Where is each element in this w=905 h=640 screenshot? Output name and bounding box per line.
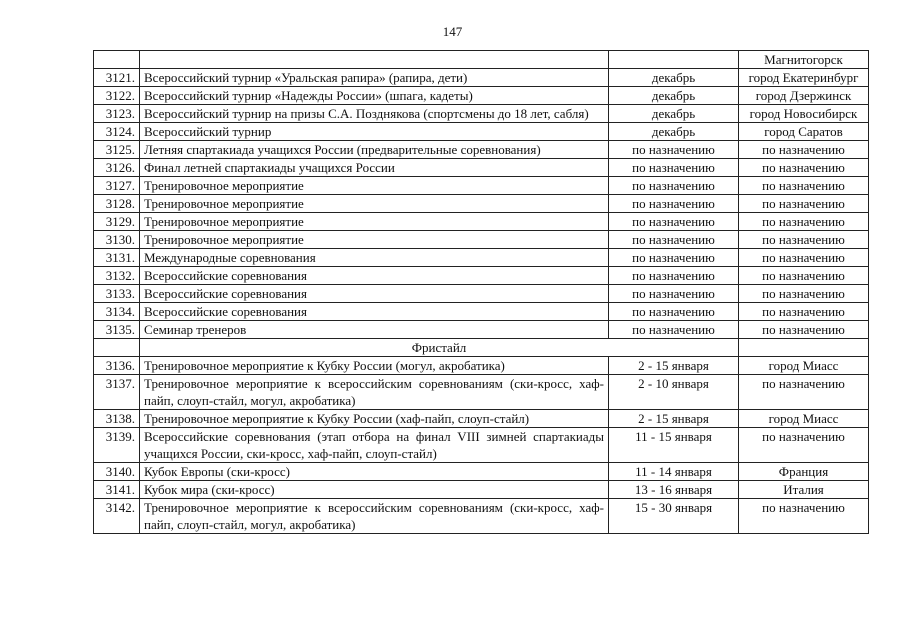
cell-date: 11 - 15 января (609, 428, 739, 463)
cell-number: 3138. (94, 410, 140, 428)
cell-date: по назначению (609, 177, 739, 195)
cell-number: 3121. (94, 69, 140, 87)
table-row (94, 195, 869, 213)
cell-place: по назначению (739, 159, 869, 177)
cell-place: город Дзержинск (739, 87, 869, 105)
cell-place: по назначению (739, 499, 869, 534)
cell-number: 3132. (94, 267, 140, 285)
cell-number: 3137. (94, 375, 140, 410)
cell-number: 3131. (94, 249, 140, 267)
cell-place: по назначению (739, 141, 869, 159)
cell-number: 3128. (94, 195, 140, 213)
cell-event: Всероссийский турнир «Надежды России» (шпага, кадеты) (140, 87, 609, 105)
cell-event: Всероссийские соревнования (140, 285, 609, 303)
table-row (94, 177, 869, 195)
cell-date: по назначению (609, 213, 739, 231)
table-row (94, 231, 869, 249)
cell-date: 2 - 15 января (609, 357, 739, 375)
cell-event: Кубок Европы (ски-кросс) (140, 463, 609, 481)
table-row (94, 463, 869, 481)
cell-number: 3127. (94, 177, 140, 195)
table-row (94, 321, 869, 339)
cell-event: Кубок мира (ски-кросс) (140, 481, 609, 499)
cell-place: город Миасс (739, 410, 869, 428)
schedule-body (94, 51, 869, 534)
table-row (94, 249, 869, 267)
cell-event: Летняя спартакиада учащихся России (предварительные соревнования) (140, 141, 609, 159)
cell-place: город Екатеринбург (739, 69, 869, 87)
cell-number: 3139. (94, 428, 140, 463)
cell-place: город Миасс (739, 357, 869, 375)
cell-place: по назначению (739, 375, 869, 410)
table-row (94, 375, 869, 410)
cell-number (94, 51, 140, 69)
table-row (94, 428, 869, 463)
cell-event: Тренировочное мероприятие (140, 195, 609, 213)
cell-date: декабрь (609, 105, 739, 123)
cell-number: 3123. (94, 105, 140, 123)
cell-date: по назначению (609, 285, 739, 303)
cell-event: Всероссийский турнир на призы С.А. Позднякова (спортсмены до 18 лет, сабля) (140, 105, 609, 123)
cell-number: 3142. (94, 499, 140, 534)
cell-date: 11 - 14 января (609, 463, 739, 481)
table-row (94, 267, 869, 285)
cell-date: 2 - 15 января (609, 410, 739, 428)
cell-place: по назначению (739, 213, 869, 231)
cell-number: 3135. (94, 321, 140, 339)
table-row (94, 410, 869, 428)
cell-date: по назначению (609, 159, 739, 177)
cell-number: 3126. (94, 159, 140, 177)
section-row (94, 339, 869, 357)
table-row (94, 105, 869, 123)
section-title: Фристайл (140, 339, 739, 357)
cell-event: Международные соревнования (140, 249, 609, 267)
cell-number: 3141. (94, 481, 140, 499)
cell-number: 3125. (94, 141, 140, 159)
cell-place: по назначению (739, 428, 869, 463)
cell-date: 2 - 10 января (609, 375, 739, 410)
cell-number: 3124. (94, 123, 140, 141)
cell-date: по назначению (609, 321, 739, 339)
cell-number: 3122. (94, 87, 140, 105)
cell-date (609, 51, 739, 69)
cell-date: декабрь (609, 69, 739, 87)
cell-place: Италия (739, 481, 869, 499)
cell-event: Всероссийский турнир (140, 123, 609, 141)
cell-number: 3140. (94, 463, 140, 481)
cell-place: по назначению (739, 231, 869, 249)
cell-event: Всероссийский турнир «Уральская рапира» (рапира, дети) (140, 69, 609, 87)
cell-event (140, 51, 609, 69)
table-row (94, 87, 869, 105)
cell-number: 3130. (94, 231, 140, 249)
cell-date: 13 - 16 января (609, 481, 739, 499)
table-row (94, 123, 869, 141)
cell-date: декабрь (609, 123, 739, 141)
cell-date: по назначению (609, 303, 739, 321)
cell-place: по назначению (739, 195, 869, 213)
cell-number: 3129. (94, 213, 140, 231)
table-row (94, 141, 869, 159)
cell-place (739, 339, 869, 357)
cell-place: по назначению (739, 249, 869, 267)
cell-number: 3136. (94, 357, 140, 375)
cell-event: Семинар тренеров (140, 321, 609, 339)
cell-date: 15 - 30 января (609, 499, 739, 534)
cell-place: город Новосибирск (739, 105, 869, 123)
cell-place: по назначению (739, 321, 869, 339)
cell-place: Магнитогорск (739, 51, 869, 69)
cell-date: по назначению (609, 267, 739, 285)
cell-number: 3133. (94, 285, 140, 303)
cell-date: по назначению (609, 195, 739, 213)
schedule-table (93, 50, 869, 534)
cell-place: Франция (739, 463, 869, 481)
cell-place: по назначению (739, 267, 869, 285)
cell-event: Тренировочное мероприятие (140, 213, 609, 231)
cell-place: город Саратов (739, 123, 869, 141)
cell-event: Тренировочное мероприятие (140, 231, 609, 249)
table-row (94, 499, 869, 534)
cell-date: по назначению (609, 231, 739, 249)
table-row (94, 69, 869, 87)
page-number: 147 (442, 24, 463, 39)
table-row (94, 285, 869, 303)
table-row (94, 51, 869, 69)
cell-event: Тренировочное мероприятие к Кубку России (хаф-пайп, слоуп-стайл) (140, 410, 609, 428)
cell-event: Всероссийские соревнования (этап отбора на финал VIII зимней спартакиады учащихся России, ски-кросс, хаф-пайп, слоуп-стайл) (140, 428, 609, 463)
table-row (94, 303, 869, 321)
cell-place: по назначению (739, 285, 869, 303)
cell-date: по назначению (609, 141, 739, 159)
table-row (94, 159, 869, 177)
cell-date: по назначению (609, 249, 739, 267)
cell-place: по назначению (739, 303, 869, 321)
cell-date: декабрь (609, 87, 739, 105)
cell-event: Тренировочное мероприятие к всероссийским соревнованиям (ски-кросс, хаф-пайп, слоуп-стайл, могул, акробатика) (140, 375, 609, 410)
cell-event: Всероссийские соревнования (140, 267, 609, 285)
cell-event: Тренировочное мероприятие к всероссийским соревнованиям (ски-кросс, хаф-пайп, слоуп-стайл, могул, акробатика) (140, 499, 609, 534)
cell-number (94, 339, 140, 357)
cell-event: Тренировочное мероприятие (140, 177, 609, 195)
table-row (94, 481, 869, 499)
table-row (94, 357, 869, 375)
cell-event: Всероссийские соревнования (140, 303, 609, 321)
table-row (94, 213, 869, 231)
cell-event: Финал летней спартакиады учащихся России (140, 159, 609, 177)
cell-number: 3134. (94, 303, 140, 321)
cell-place: по назначению (739, 177, 869, 195)
cell-event: Тренировочное мероприятие к Кубку России (могул, акробатика) (140, 357, 609, 375)
